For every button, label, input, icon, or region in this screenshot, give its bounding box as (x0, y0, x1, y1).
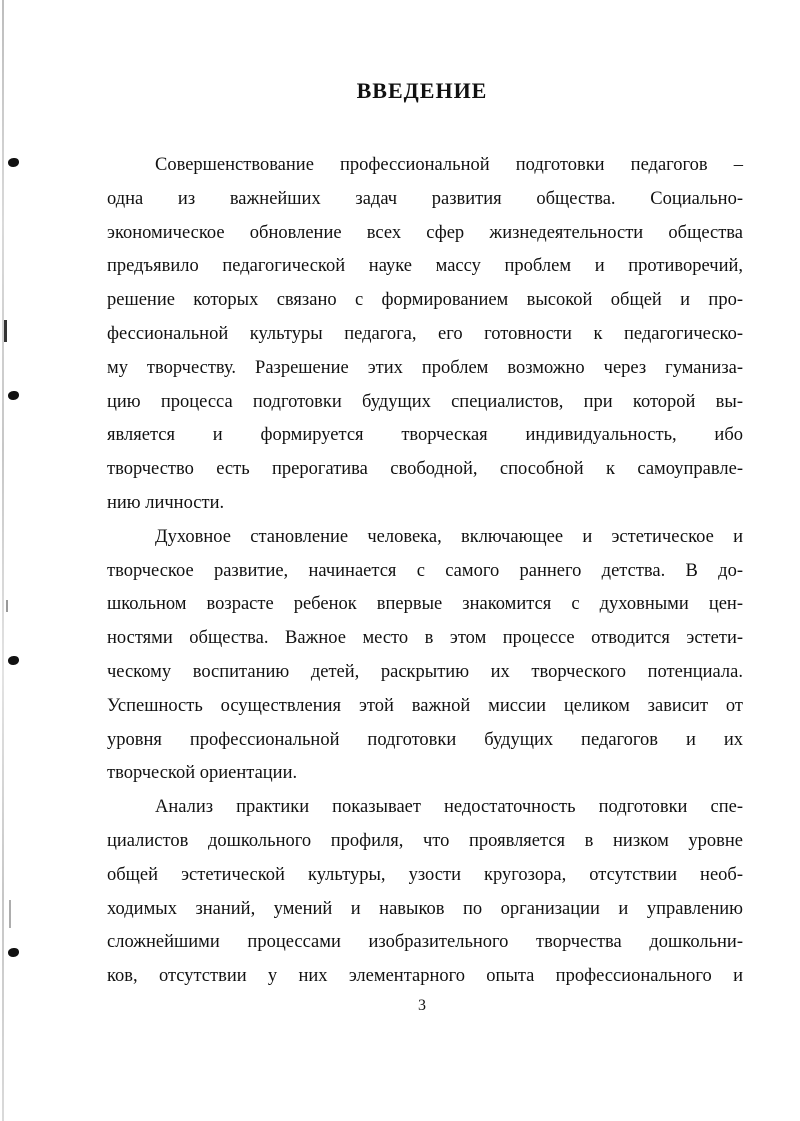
text-line: ков, отсутствии у них элементарного опыта профессионального и (107, 966, 743, 987)
text-line: ностями общества. Важное место в этом процессе отводится эстети- (107, 628, 743, 649)
text-line: нию личности. (107, 492, 225, 513)
text-line: сложнейшими процессами изобразительного творчества дошкольни- (107, 932, 743, 953)
text-line: является и формируется творческая индивидуальность, ибо (107, 425, 743, 446)
text-line: фессиональной культуры педагога, его готовности к педагогическо- (107, 323, 743, 344)
punch-hole-mark (8, 158, 19, 167)
text-line: творческой ориентации. (107, 763, 298, 784)
text-line: решение которых связано с формированием высокой общей и про- (107, 290, 743, 311)
scan-artifact (4, 320, 7, 342)
body-text (107, 149, 743, 994)
page-number: 3 (418, 997, 426, 1014)
paragraph (107, 791, 743, 994)
text-line: ческому воспитанию детей, раскрытию их творческого потенциала. (107, 661, 743, 682)
scan-binding-edge (2, 0, 4, 1121)
paragraph (107, 149, 743, 521)
text-line: Совершенствование профессиональной подготовки педагогов – (155, 155, 743, 175)
text-line: уровня профессиональной подготовки будущих педагогов и их (107, 729, 743, 750)
text-line: му творчеству. Разрешение этих проблем возможно через гуманиза- (107, 357, 743, 378)
page-title: ВВЕДЕНИЕ (356, 78, 488, 103)
text-line: творческое развитие, начинается с самого раннего детства. В до- (107, 560, 743, 581)
paragraph (107, 521, 743, 791)
text-line: Анализ практики показывает недостаточность подготовки спе- (155, 797, 743, 818)
text-line: творчество есть прерогатива свободной, способной к самоуправле- (107, 459, 743, 480)
text-line: общей эстетической культуры, узости кругозора, отсутствии необ- (107, 864, 743, 885)
text-line: предъявило педагогической науке массу проблем и противоречий, (107, 256, 743, 277)
punch-hole-mark (8, 391, 19, 400)
text-line: ходимых знаний, умений и навыков по организации и управлению (107, 898, 743, 919)
text-line: школьном возрасте ребенок впервые знакомится с духовными цен- (107, 594, 743, 615)
text-line: Успешность осуществления этой важной миссии целиком зависит от (107, 695, 743, 716)
text-line: цию процесса подготовки будущих специалистов, при которой вы- (107, 391, 743, 412)
text-line: экономическое обновление всех сфер жизнедеятельности общества (107, 222, 743, 243)
punch-hole-mark (8, 656, 19, 665)
text-line: Духовное становление человека, включающее и эстетическое и (155, 526, 743, 547)
scan-artifact (6, 600, 8, 612)
scan-artifact (9, 900, 11, 928)
punch-hole-mark (8, 948, 19, 957)
text-line: циалистов дошкольного профиля, что проявляется в низком уровне (107, 830, 743, 851)
text-line: одна из важнейших задач развития общества. Социально- (107, 188, 743, 209)
